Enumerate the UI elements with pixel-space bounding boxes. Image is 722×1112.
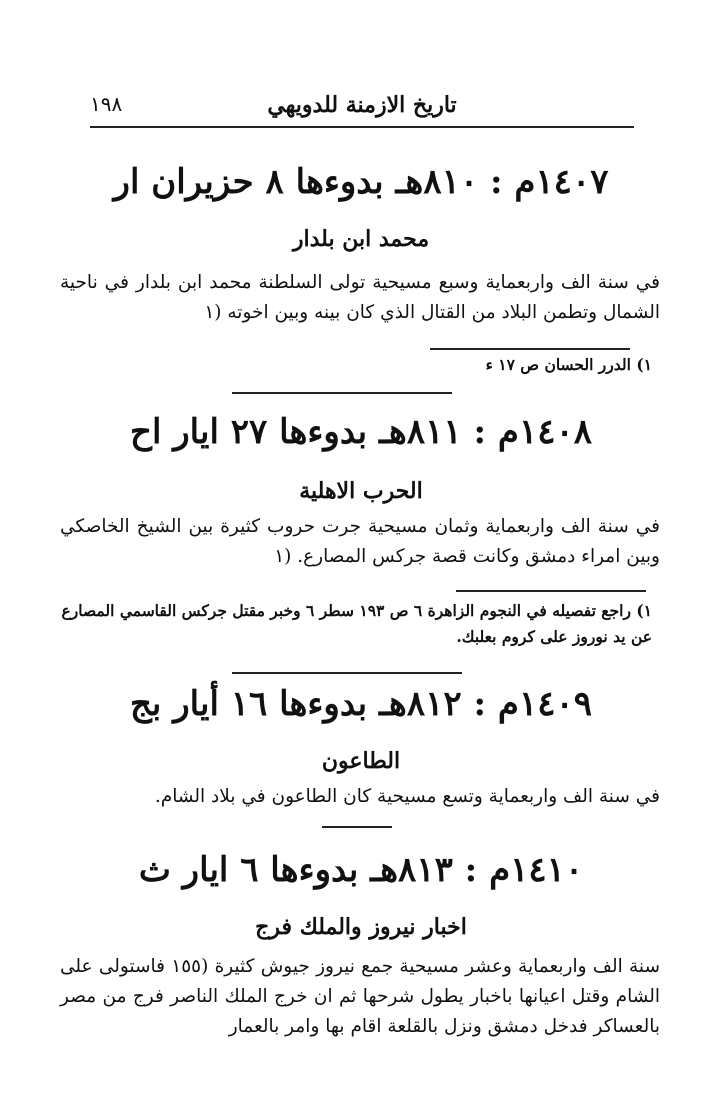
paragraph-3: في سنة الف واربعماية وتسع مسيحية كان الطاعون في بلاد الشام. — [154, 786, 660, 807]
paragraph-2: في سنة الف واربعماية وثمان مسيحية جرت حروب كثيرة بين الشيخ الخاصكي وبين امراء دمشق وكانت قصة جركس المصارع. (١ — [60, 516, 660, 567]
book-title: تاريخ الازمنة للدويهي — [267, 92, 457, 118]
paragraph-1: في سنة الف واربعماية وسبع مسيحية تولى السلطنة محمد ابن بلدار في ناحية الشمال وتطمن البلاد من القتال الذي كان بينه وبين اخوته (١ — [60, 272, 660, 323]
footnote-2: ١) راجع تفصيله في النجوم الزاهرة ٦ ص ١٩٣ سطر ٦ وخبر مقتل جركس القاسمي المصارع عن يد نوروز على كروم بعلبك. — [61, 601, 652, 646]
section-divider-3 — [322, 826, 392, 828]
header-rule — [90, 126, 634, 128]
running-header — [90, 88, 634, 128]
footnote-1: ١) الدرر الحسان ص ١٧ ء — [485, 355, 652, 374]
section-title-4: اخبار نيروز والملك فرج — [255, 914, 467, 940]
year-heading-1408: ١٤٠٨م : ٨١١هـ بدوءها ٢٧ ايار اح — [130, 412, 592, 452]
page-number: ١٩٨ — [90, 92, 123, 116]
footnote-rule-1 — [430, 348, 630, 350]
section-title-1: محمد ابن بلدار — [292, 226, 430, 252]
section-title-3: الطاعون — [321, 748, 401, 774]
section-divider-1 — [232, 392, 452, 394]
paragraph-4: سنة الف واربعماية وعشر مسيحية جمع نيروز جيوش كثيرة (١٥٥ فاستولى على الشام وقتل اعيانها باخبار يطول شرحها ثم ان خرج الملك الناصر فرج من مصر بالعساكر فدخل دمشق ونزل بالقلعة اقام بها وامر بالعمار — [60, 956, 660, 1037]
year-heading-1410: ١٤١٠م : ٨١٣هـ بدوءها ٦ ايار ث — [138, 850, 584, 890]
section-title-2: الحرب الاهلية — [299, 478, 423, 504]
section-divider-2 — [232, 672, 462, 674]
year-heading-1409: ١٤٠٩م : ٨١٢هـ بدوءها ١٦ أيار بج — [129, 684, 592, 724]
year-heading-1407: ١٤٠٧م : ٨١٠هـ بدوءها ٨ حزيران ار — [113, 162, 609, 202]
footnote-rule-2 — [456, 590, 646, 592]
